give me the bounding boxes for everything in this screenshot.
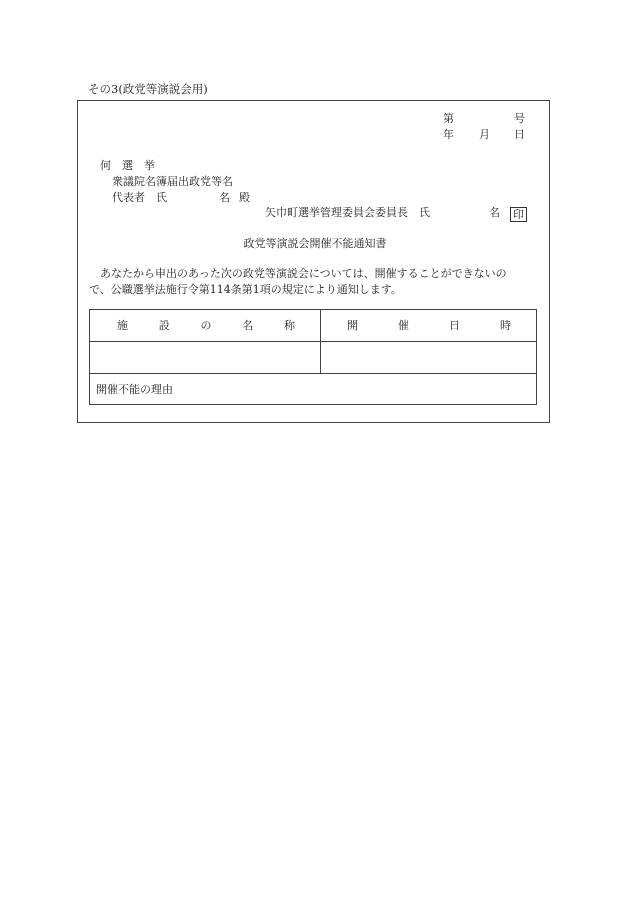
date-year-label: 年 (443, 128, 454, 141)
seal-box: 印 (510, 207, 527, 222)
sender-title: 矢巾町選挙管理委員会委員長 氏 (265, 206, 430, 219)
header-datetime-char: 催 (398, 319, 409, 332)
table-row-divider-1 (90, 341, 536, 342)
form-caption: その3(政党等演説会用) (88, 82, 208, 96)
document-title: 政党等演説会開催不能通知書 (243, 237, 387, 250)
seal-mark (510, 205, 527, 222)
reference-number-suffix: 号 (514, 112, 525, 125)
honorific-label: 殿 (239, 191, 250, 204)
reference-number-prefix: 第 (443, 112, 454, 125)
header-event-datetime (347, 320, 511, 331)
sender-name-label: 名 (489, 206, 500, 219)
representative-label: 代表者 氏 (112, 191, 167, 204)
date-month-label: 月 (479, 128, 490, 141)
header-datetime-char: 開 (347, 319, 358, 332)
event-table (89, 309, 537, 405)
header-facility-char: 称 (284, 319, 295, 332)
election-label: 何 選 挙 (100, 159, 155, 172)
header-datetime-char: 時 (500, 319, 511, 332)
representative-name-label: 名 (219, 191, 230, 204)
header-facility-char: 名 (242, 319, 254, 332)
header-facility-char: 設 (158, 319, 170, 332)
header-facility-char: 施 (117, 319, 128, 332)
header-datetime-char: 日 (449, 319, 460, 332)
party-name-label: 衆議院名簿届出政党等名 (112, 175, 233, 188)
reason-label: 開催不能の理由 (96, 383, 173, 396)
body-text-line-2: で、公職選挙法施行令第114条第1項の規定により通知します。 (89, 283, 402, 296)
date-day-label: 日 (514, 128, 525, 141)
body-text-line-1: あなたから申出のあった次の政党等演説会については、開催することができないの (100, 267, 507, 280)
table-row-divider-2 (90, 373, 536, 374)
header-facility-char: の (200, 319, 212, 332)
header-facility-name (117, 320, 295, 331)
table-column-divider (320, 310, 321, 373)
